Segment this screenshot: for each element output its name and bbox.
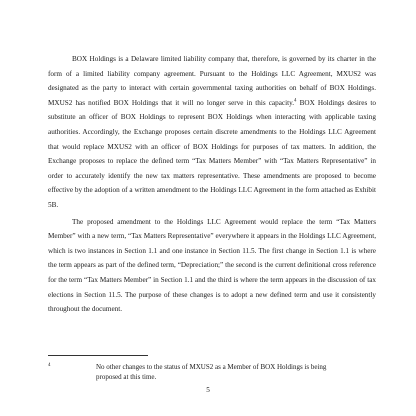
footnote-reference: 4 [294, 98, 297, 104]
page-number: 5 [206, 386, 210, 394]
footnote-separator [48, 355, 148, 356]
footnote [48, 362, 376, 382]
paragraph-1-part-2: BOX Holdings desires to substitute an officer of BOX Holdings to represent BOX Holdings when interacting with applicable taxing authorities. Accordingly, the Exchange proposes certain discrete amendments to the Holdings LLC Agreement that would replace MXUS2 with an officer of BOX Holdings for purposes of tax matters. In addition, the Exchange proposes to replace the defined term “Tax Matters Member” with “Tax Matters Representative” in order to accurately identify the new tax matters representative. These amendments are proposed to become effective by the adoption of a written amendment to the Holdings LLC Agreement in the form attached as Exhibit 5B. [48, 98, 376, 209]
footnote-number: 4 [48, 363, 51, 368]
body-text [48, 52, 376, 317]
paragraph-1-part-1: BOX Holdings is a Delaware limited liability company that, therefore, is governed by its charter in the form of a limited liability company agreement. Pursuant to the Holdings LLC Agreement, MXUS2 was designated as the party to interact with certain governmental taxing authorities on behalf of BOX Holdings. MXUS2 has notified BOX Holdings that it will no longer serve in this capacity. [48, 55, 376, 107]
paragraph-box-holdings-tax-matters [48, 52, 376, 213]
paragraph-proposed-amendment: The proposed amendment to the Holdings LLC Agreement would replace the term “Tax Matters Member” with a new term, “Tax Matters Representative” everywhere it appears in the Holdings LLC Agreement, which is two instances in Section 1.1 and one instance in Section 11.5. The first change in Section 1.1 is where the term appears as part of the defined term, “Depreciation;” the second is the current definitional cross reference for the term “Tax Matters Member” in Section 1.1 and the third is where the term appears in the discussion of tax elections in Section 11.5. The purpose of these changes is to adopt a new defined term and use it consistently throughout the document. [48, 217, 376, 314]
footnote-text: No other changes to the status of MXUS2 as a Member of BOX Holdings is being proposed at this time. [96, 363, 327, 381]
